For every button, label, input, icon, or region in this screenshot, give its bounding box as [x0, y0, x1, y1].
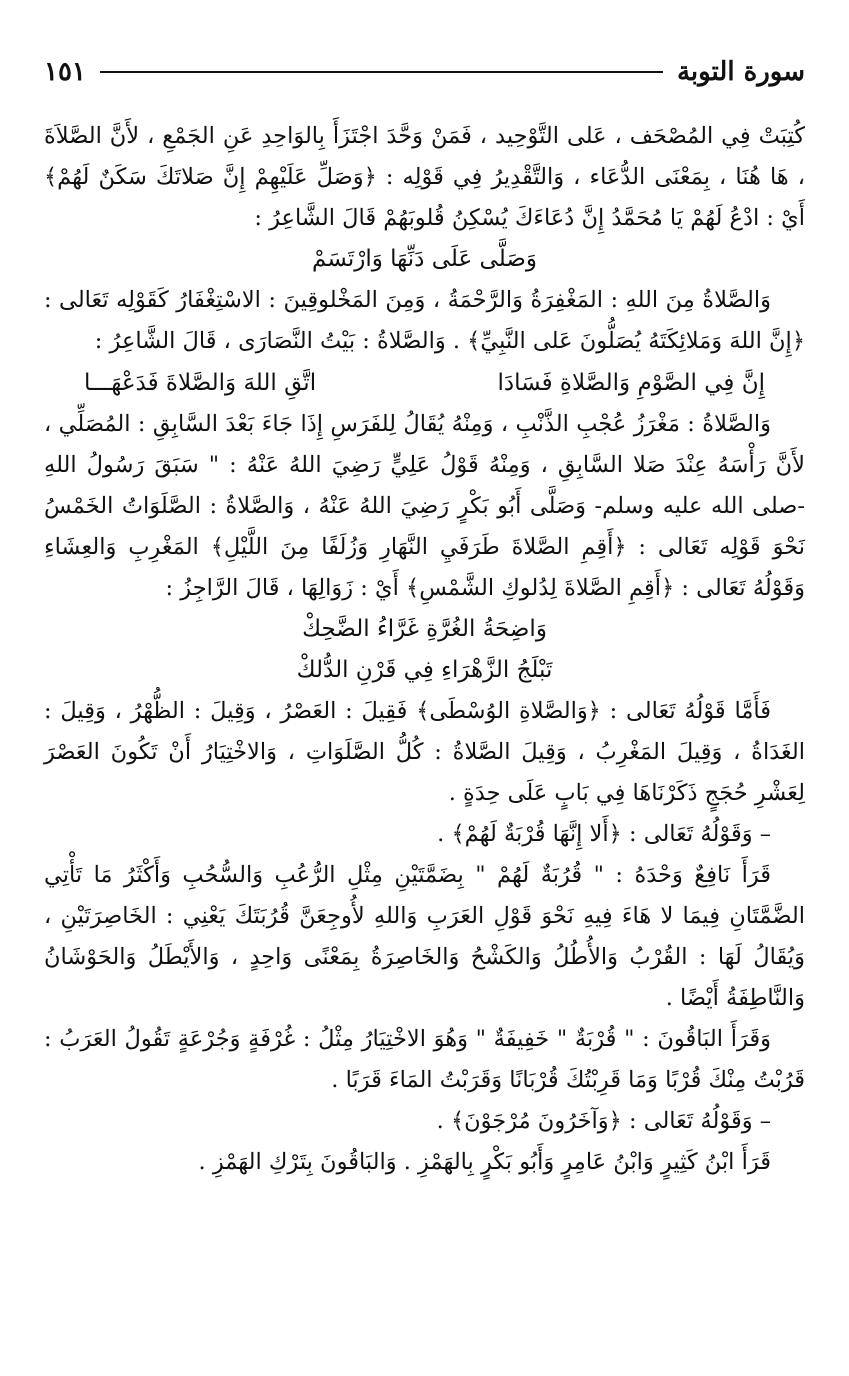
couplet-second-hemistich: اتَّقِ اللهَ وَالصَّلاةَ فَدَعْهَـــا: [84, 370, 317, 396]
paragraph-4: فَأَمَّا قَوْلُهُ تَعَالى : ﴿وَالصَّلاةِ الوُسْطَى﴾ فَقِيلَ : العَصْرُ ، وَقِيلَ : الظُّهْرُ ، وَقِيلَ : الغَدَاةُ ، وَقِيلَ المَغْرِبُ ، وَقِيلَ الصَّلاةُ : كُلُّ الصَّلَوَاتِ ، وَالاخْتِيَارُ أَنْ تَكُونَ العَصْرَ لِعَشْرِ حُجَجٍ ذَكَرْنَاهَا فِي بَابٍ عَلَى حِدَةٍ .: [44, 698, 805, 806]
header-rule: [100, 71, 663, 73]
verse-heading-2: – وَقَوْلُهُ تَعَالى : ﴿وَآخَرُونَ مُرْجَوْنَ﴾ .: [436, 1108, 771, 1134]
paragraph-6: وَقَرَأَ البَاقُونَ : " قُرْبَةٌ " خَفِيفَةٌ " وَهُوَ الاخْتِيَارُ مِثْلُ : غُرْفَةٍ وَجُرْعَةٍ تَقُولُ العَرَبُ : قَرُبْتُ مِنْكَ قُرْبًا وَمَا قَرِبْتُكَ قُرْبَانًا وَقَرَبْتُ المَاءَ قَرَبًا .: [44, 1026, 805, 1093]
poetry-line-2: وَاضِحَةُ الغُرَّةِ غَرَّاءُ الضَّحِكْ: [302, 616, 547, 642]
page-body: [44, 116, 805, 1183]
verse-heading-1: – وَقَوْلُهُ تَعَالى : ﴿أَلا إِنَّهَا قُرْبَةٌ لَهُمْ﴾ .: [437, 821, 771, 847]
paragraph-3: وَالصَّلاةُ : مَغْرَزُ عُجْبِ الذَّنْبِ ، وَمِنْهُ يُقَالُ لِلفَرَسِ إِذَا جَاءَ بَعْدَ السَّابِقِ : المُصَلِّي ، لأَنَّ رَأْسَهُ عِنْدَ صَلا السَّابِقِ ، وَمِنْهُ قَوْلُ عَلِيٍّ رَضِيَ اللهُ عَنْهُ : " سَبَقَ رَسُولُ اللهِ -صلى الله عليه وسلم- وَصَلَّى أَبُو بَكْرٍ رَضِيَ اللهُ عَنْهُ ، وَالصَّلاةُ : الصَّلَوَاتُ الخَمْسُ نَحْوَ قَوْلِه تَعَالى : ﴿أَقِمِ الصَّلاةَ طَرَفَيِ النَّهَارِ وَزُلَفًا مِنَ اللَّيْلِ﴾ المَغْرِبِ وَالعِشَاءِ وَقَوْلُهُ تَعَالى : ﴿أَقِمِ الصَّلاةَ لِدُلوكِ الشَّمْسِ﴾ أَيْ : زَوَالِهَا ، قَالَ الرَّاجِزُ :: [44, 411, 805, 601]
surah-title: سورة التوبة: [676, 57, 805, 87]
paragraph-1: كُتِبَتْ فِي المُصْحَف ، عَلى التَّوْحِيد ، فَمَنْ وَحَّدَ اجْتَزَأَ بِالوَاحِدِ عَنِ الجَمْعِ ، لأَنَّ الصَّلاَةَ ، هَا هُنَا ، بِمَعْنَى الدُّعَاء ، وَالتَّقْدِيرُ فِي قَوْلِه : ﴿وَصَلِّ عَلَيْهِمْ إِنَّ صَلاتَكَ سَكَنٌ لَهُمْ﴾ أَيْ : ادْعُ لَهُمْ يَا مُحَمَّدُ إِنَّ دُعَاءَكَ يُسْكِنُ قُلوبَهُمْ قَالَ الشَّاعِرُ :: [44, 123, 805, 231]
page-header: [44, 52, 805, 92]
poetry-line-3: تَبْلَجُ الزَّهْرَاءِ فِي قَرْنِ الدُّلكْ: [296, 657, 553, 683]
poetry-line-1: وَصَلَّى عَلَى دَنِّهَا وَارْتَسَمْ: [312, 246, 537, 272]
page-number: ١٥١: [44, 57, 86, 87]
paragraph-7: قَرَأَ ابْنُ كَثِيرٍ وَابْنُ عَامِرٍ وَأَبُو بَكْرٍ بِالهَمْزِ . وَالبَاقُونَ بِتَرْكِ الهَمْزِ .: [198, 1149, 771, 1175]
paragraph-5: قَرَأَ نَافِعٌ وَحْدَهُ : " قُرُبَةٌ لَهُمْ " بِضَمَّتَيْنِ مِثْلِ الرُّعُبِ وَالسُّحُبِ وَأَكْثَرُ مَا تَأْتِي الضَّمَّتَانِ فِيمَا لا هَاءَ فِيهِ نَحْوَ قَوْلِ العَرَبِ وَاللهِ لأُوجِعَنَّ قُرُبَتَكَ يَعْنِي : الخَاصِرَتَيْنِ ، وَيُقَالُ لَهَا : القُرْبُ وَالأُطُلُ وَالكَشْحُ وَالخَاصِرَةُ بِمَعْنًى وَاحِدٍ ، وَالأَيْطَلُ وَالحَوْشَانُ وَالنَّاطِفَةُ أَيْضًا .: [44, 862, 805, 1011]
poetry-couplet: [44, 362, 805, 404]
paragraph-2: وَالصَّلاةُ مِنَ اللهِ : المَغْفِرَةُ وَالرَّحْمَةُ ، وَمِنَ المَخْلوقِينَ : الاسْتِغْفَارُ كَقَوْلِه تَعَالى : ﴿إِنَّ اللهَ وَمَلائِكَتَهُ يُصَلُّونَ عَلى النَّبِيِّ﴾ . وَالصَّلاةُ : بَيْتُ النَّصَارَى ، قَالَ الشَّاعِرُ :: [44, 287, 805, 354]
couplet-first-hemistich: إِنَّ فِي الصَّوْمِ وَالصَّلاةِ فَسَادَا: [497, 370, 765, 396]
